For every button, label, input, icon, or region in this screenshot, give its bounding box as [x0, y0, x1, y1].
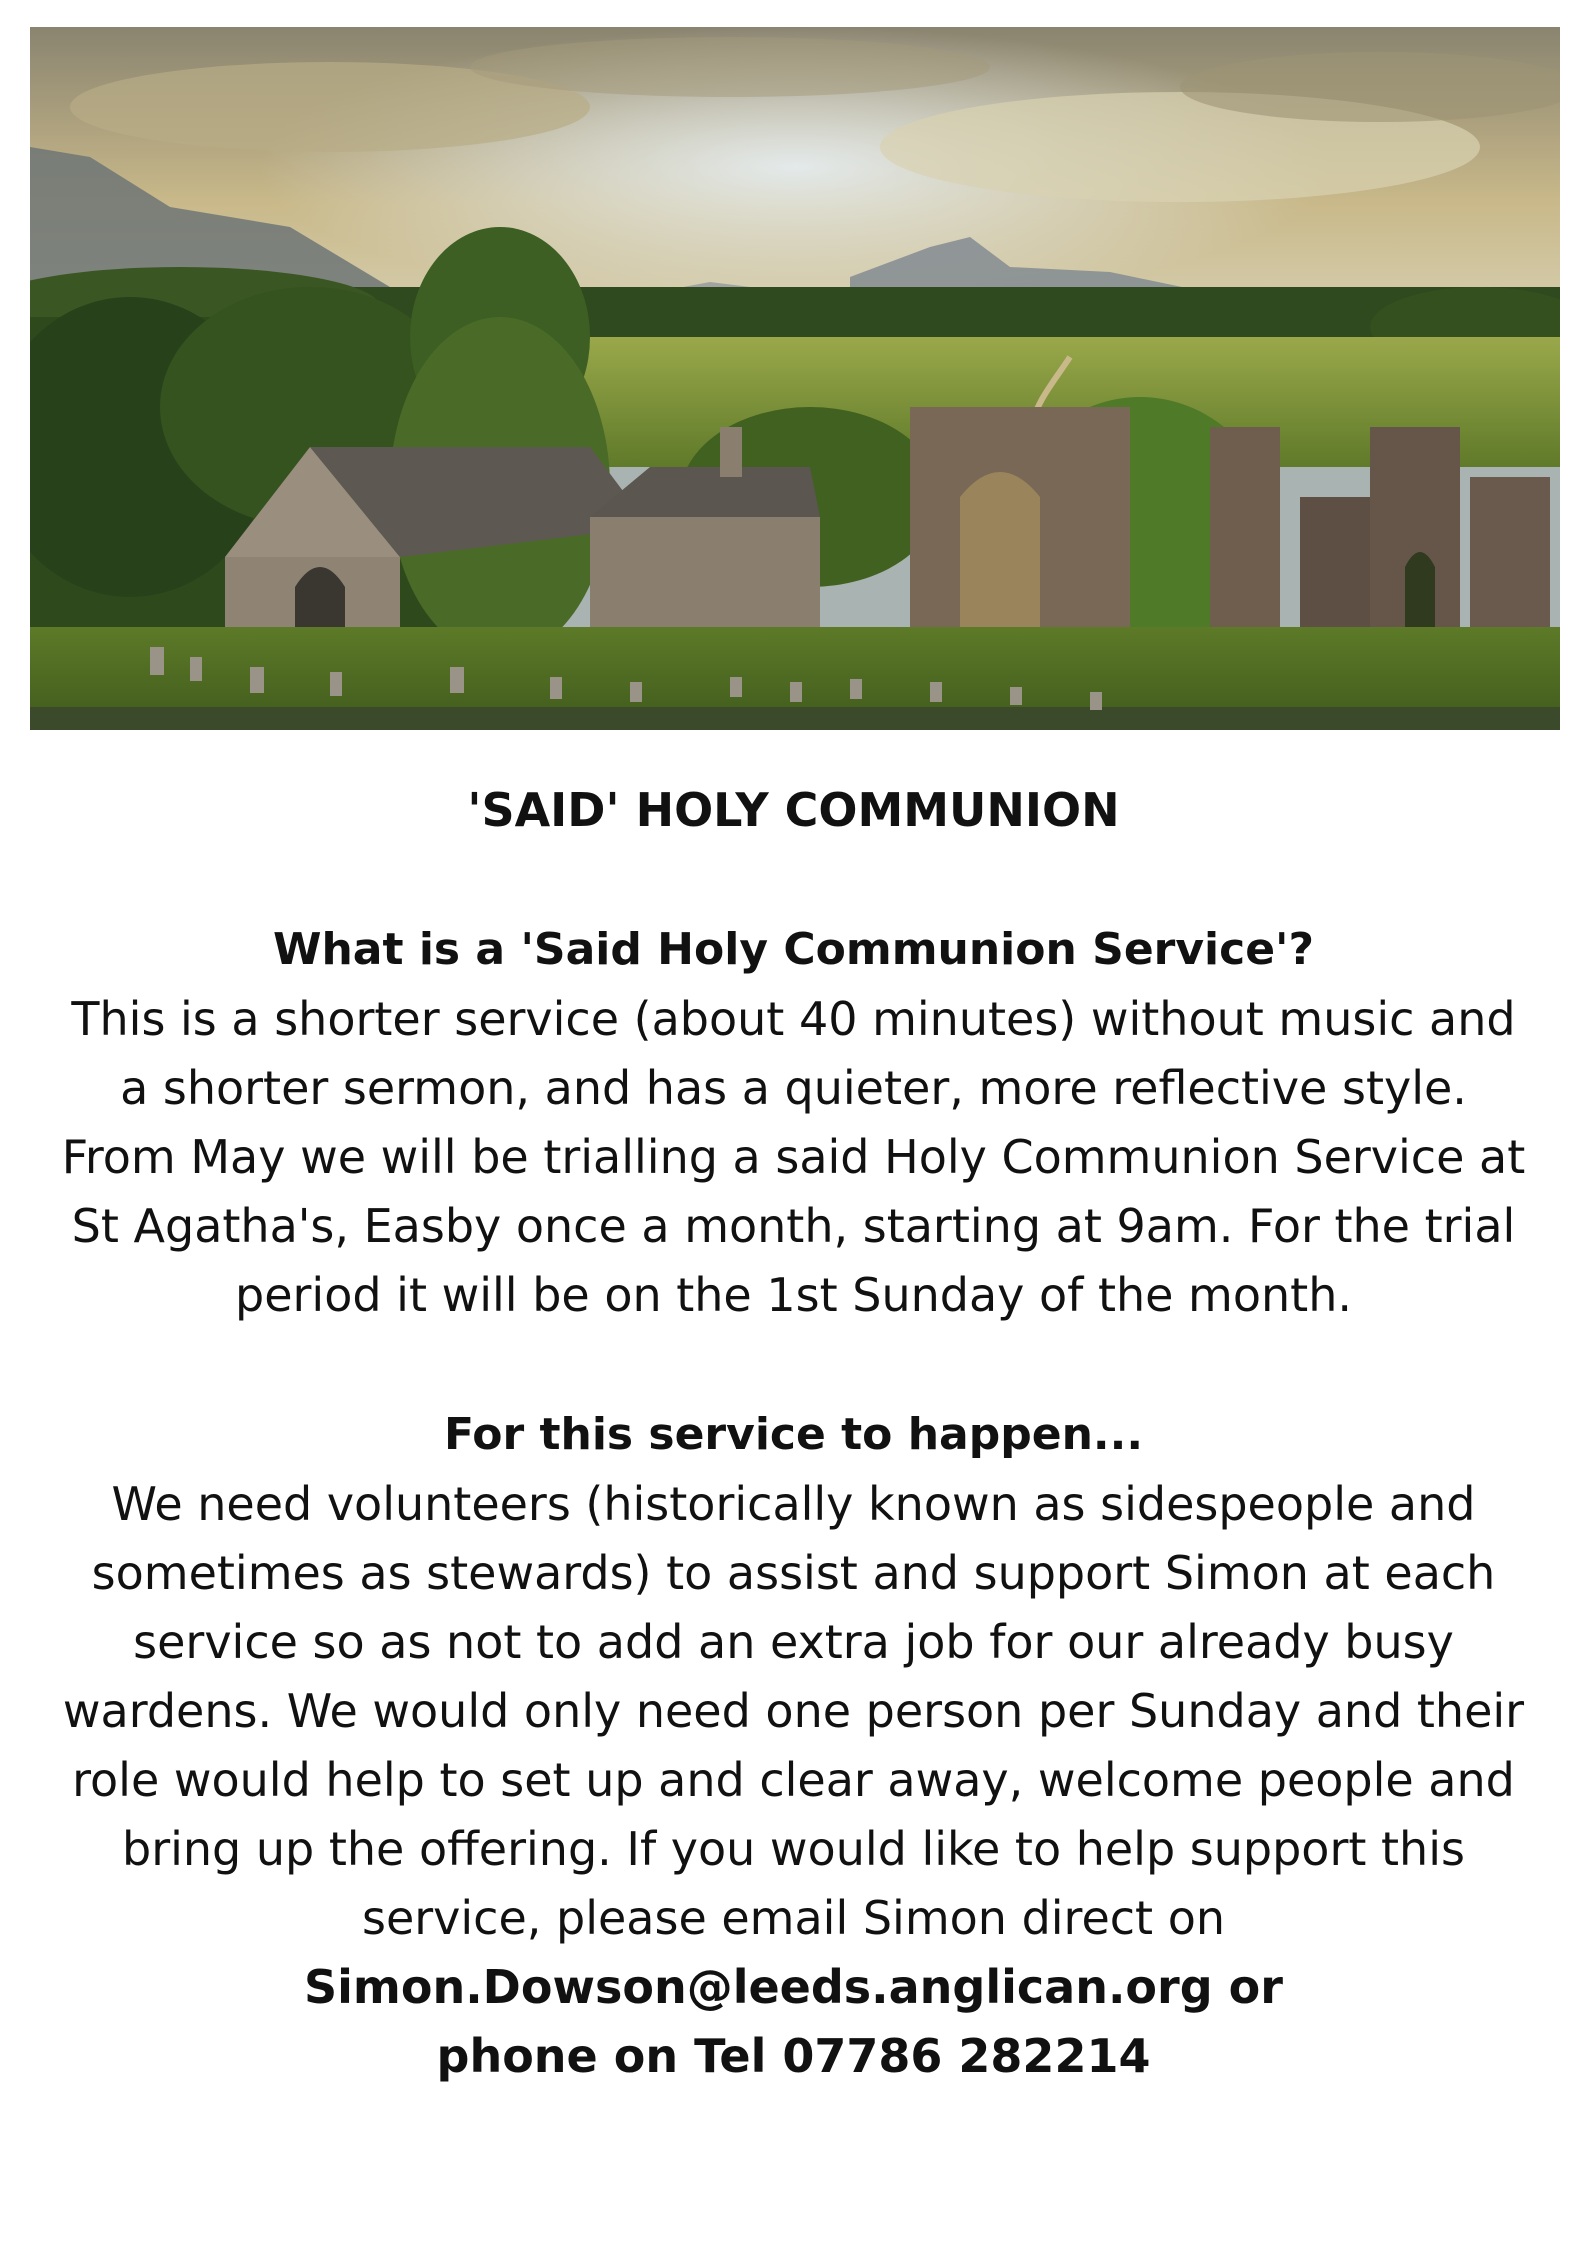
paragraph-line: wardens. We would only need one person per Sunday and their — [62, 1684, 1525, 1738]
paragraph-line: period it will be on the 1st Sunday of the month. — [235, 1268, 1352, 1322]
paragraph-line: St Agatha's, Easby once a month, starting at 9am. For the trial — [71, 1199, 1516, 1253]
page-title: 'SAID' HOLY COMMUNION — [467, 783, 1120, 837]
hero-image — [30, 27, 1560, 730]
contact-email: Simon.Dowson@leeds.anglican.org or — [304, 1960, 1283, 2014]
section-heading-what-is: What is a 'Said Holy Communion Service'? — [272, 924, 1315, 975]
paragraph-line: service, please email Simon direct on — [362, 1891, 1225, 1945]
notice-body — [40, 775, 1547, 2091]
section-heading-for-this-service: For this service to happen... — [443, 1409, 1144, 1460]
landscape-illustration — [30, 27, 1560, 730]
paragraph-line: sometimes as stewards) to assist and support Simon at each — [91, 1546, 1496, 1600]
paragraph-line: We need volunteers (historically known as sidespeople and — [111, 1477, 1476, 1531]
paragraph-line: From May we will be trialling a said Holy Communion Service at — [61, 1130, 1526, 1184]
spacer — [40, 845, 1547, 915]
paragraph-line: a shorter sermon, and has a quieter, more reflective style. — [120, 1061, 1467, 1115]
paragraph-line: This is a shorter service (about 40 minutes) without music and — [71, 992, 1516, 1046]
contact-phone: phone on Tel 07786 282214 — [436, 2029, 1151, 2083]
paragraph-line: role would help to set up and clear away, welcome people and — [72, 1753, 1515, 1807]
paragraph-line: service so as not to add an extra job for our already busy — [133, 1615, 1454, 1669]
spacer — [40, 1330, 1547, 1400]
paragraph-line: bring up the offering. If you would like to help support this — [122, 1822, 1465, 1876]
